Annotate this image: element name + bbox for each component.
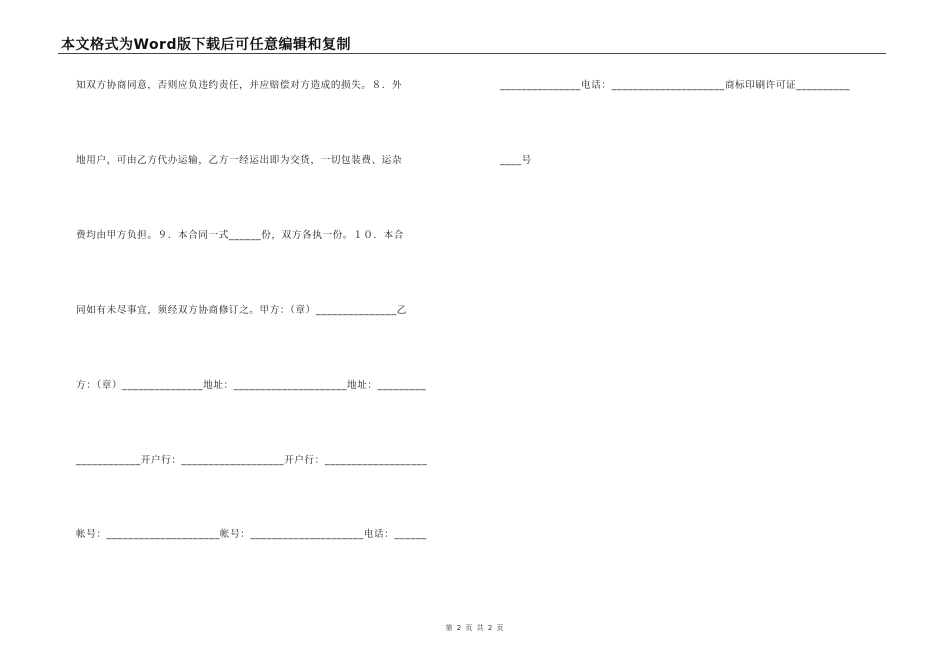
- right-line-2: ____号: [500, 155, 532, 166]
- left-line-1: 知双方协商同意，否则应负违约责任，并应赔偿对方造成的损失。８．外: [76, 80, 403, 91]
- left-line-6: ____________开户行：___________________开户行：___________________: [76, 455, 428, 466]
- left-line-4: 同如有未尽事宜，须经双方协商修订之。甲方：（章）_______________乙: [76, 305, 407, 316]
- header-divider: [58, 53, 886, 54]
- left-line-3: 费均由甲方负担。９．本合同一式______份，双方各执一份。１０．本合: [76, 230, 404, 241]
- left-line-7: 帐号：_____________________帐号：_____________________电话：______: [76, 529, 427, 540]
- right-line-1: _______________电话：_____________________商标印刷许可证__________: [500, 80, 851, 91]
- left-line-2: 地用户，可由乙方代办运输，乙方一经运出即为交货，一切包装费、运杂: [76, 155, 403, 166]
- left-line-5: 方：（章）_______________地址：_____________________地址：_________: [76, 380, 427, 391]
- page-number: 第 2 页 共 2 页: [445, 624, 505, 632]
- document-header-title: 本文格式为Word版下载后可任意编辑和复制: [61, 37, 351, 53]
